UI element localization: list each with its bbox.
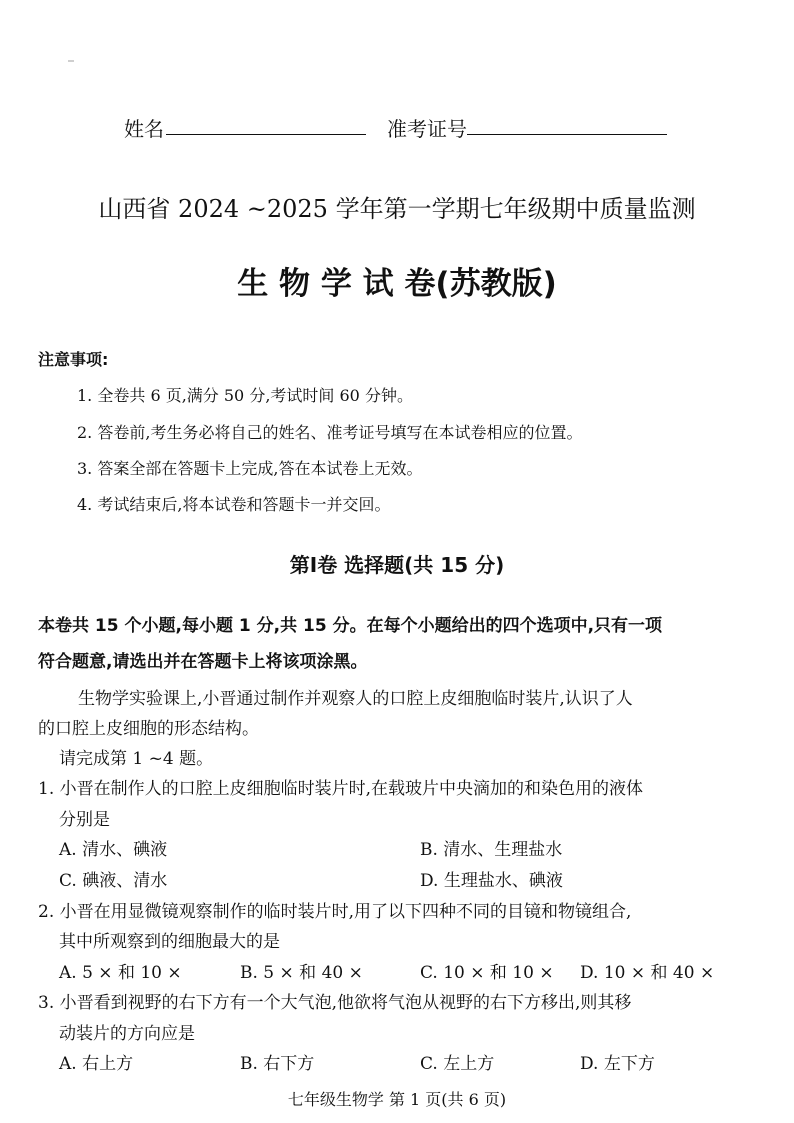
question-3-option-a[interactable]: A. 右上方: [59, 1054, 134, 1074]
question-1-option-b[interactable]: B. 清水、生理盐水: [420, 840, 563, 860]
exam-number-field[interactable]: [467, 134, 667, 135]
question-1-option-a[interactable]: A. 清水、碘液: [59, 840, 168, 860]
question-3-stem: 动装片的方向应是: [59, 1024, 195, 1044]
question-2-option-a[interactable]: A. 5 × 和 10 ×: [59, 963, 182, 983]
question-2-option-d[interactable]: D. 10 × 和 40 ×: [580, 963, 715, 983]
subject-title: 生 物 学 试 卷(苏教版): [237, 266, 557, 302]
page-footer: 七年级生物学 第 1 页(共 6 页): [287, 1090, 507, 1109]
notice-heading: 注意事项:: [38, 350, 109, 369]
question-3-stem: 3. 小晋看到视野的右下方有一个大气泡,他欲将气泡从视野的右下方移出,则其移: [38, 993, 632, 1013]
section-title: 第Ⅰ卷 选择题(共 15 分): [289, 553, 505, 577]
name-field[interactable]: [166, 134, 366, 135]
instructions-line: 本卷共 15 个小题,每小题 1 分,共 15 分。在每个小题给出的四个选项中,只有一项: [38, 616, 663, 636]
question-1-option-c[interactable]: C. 碘液、清水: [59, 871, 168, 891]
question-2-stem: 2. 小晋在用显微镜观察制作的临时装片时,用了以下四种不同的目镜和物镜组合,: [38, 902, 632, 922]
question-2-stem: 其中所观察到的细胞最大的是: [59, 932, 280, 952]
instructions-line: 符合题意,请选出并在答题卡上将该项涂黑。: [38, 652, 368, 672]
question-3-option-d[interactable]: D. 左下方: [580, 1054, 655, 1074]
notice-item: 2. 答卷前,考生务必将自己的姓名、准考证号填写在本试卷相应的位置。: [77, 423, 583, 442]
notice-item: 4. 考试结束后,将本试卷和答题卡一并交回。: [77, 495, 391, 514]
passage-line: 的口腔上皮细胞的形态结构。: [38, 719, 259, 739]
passage-line: 请完成第 1 ~4 题。: [59, 749, 214, 769]
name-label: 姓名: [124, 117, 164, 141]
question-3-option-b[interactable]: B. 右下方: [240, 1054, 315, 1074]
passage-line: 生物学实验课上,小晋通过制作并观察人的口腔上皮细胞临时装片,认识了人: [78, 689, 633, 709]
notice-item: 3. 答案全部在答题卡上完成,答在本试卷上无效。: [77, 459, 423, 478]
question-1-stem: 1. 小晋在制作人的口腔上皮细胞临时装片时,在载玻片中央滴加的和染色用的液体: [38, 779, 644, 799]
notice-item: 1. 全卷共 6 页,满分 50 分,考试时间 60 分钟。: [77, 386, 413, 405]
question-1-option-d[interactable]: D. 生理盐水、碘液: [420, 871, 563, 891]
question-1-stem: 分别是: [59, 810, 110, 830]
exam-number-label: 准考证号: [387, 117, 467, 141]
question-2-option-c[interactable]: C. 10 × 和 10 ×: [420, 963, 554, 983]
question-3-option-c[interactable]: C. 左上方: [420, 1054, 495, 1074]
exam-title: 山西省 2024 ~2025 学年第一学期七年级期中质量监测: [98, 195, 696, 223]
question-2-option-b[interactable]: B. 5 × 和 40 ×: [240, 963, 363, 983]
scan-speck: [68, 60, 74, 62]
